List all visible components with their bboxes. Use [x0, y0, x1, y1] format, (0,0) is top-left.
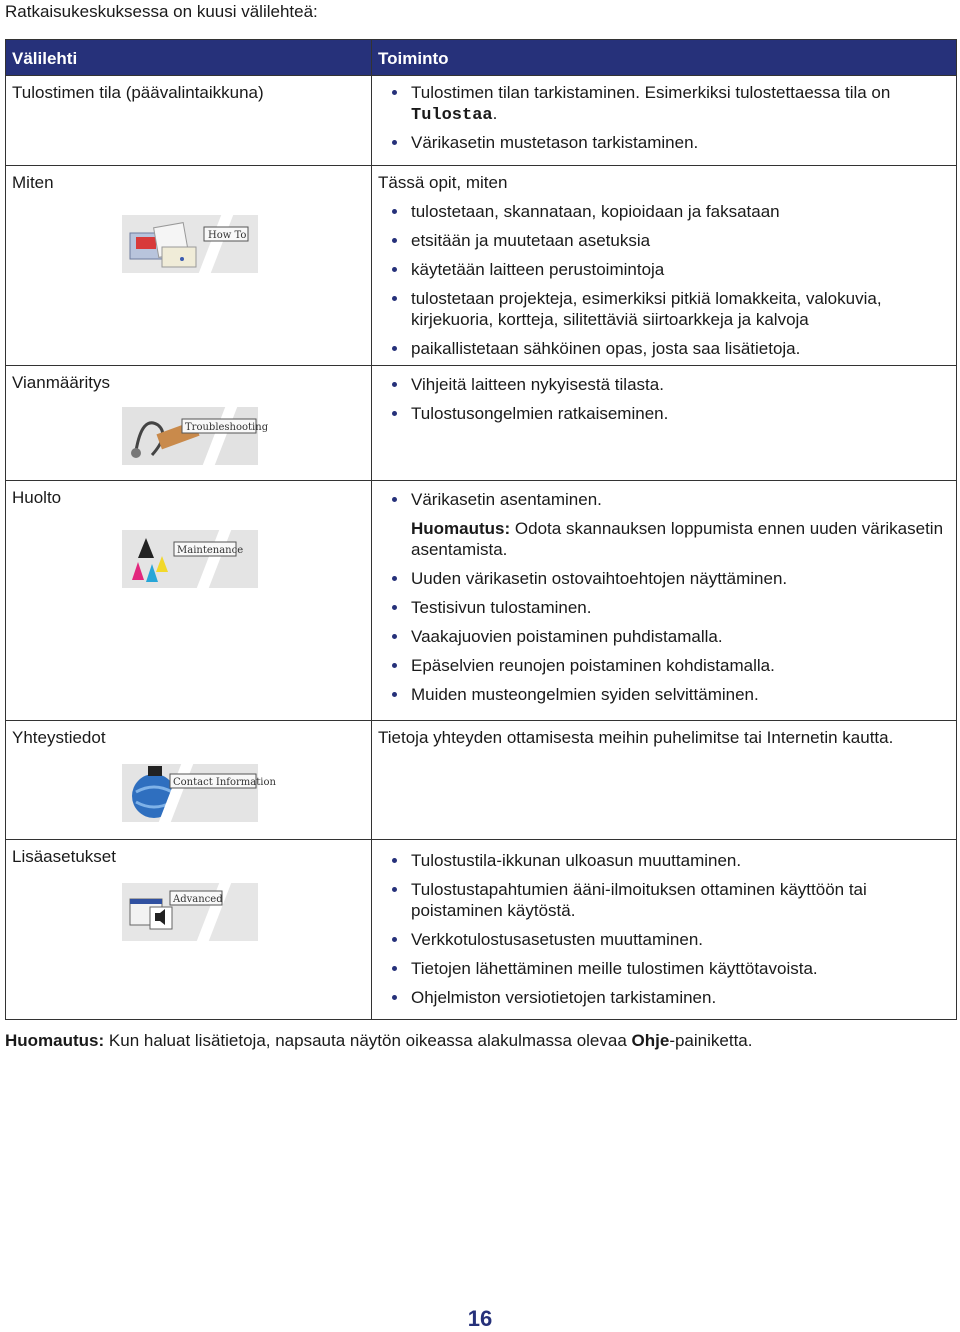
list-item: Vihjeitä laitteen nykyisestä tilasta. [378, 374, 950, 395]
function-list [378, 568, 950, 705]
contact-image-label: Contact Information [173, 777, 276, 788]
list-item: Verkkotulostusasetusten muuttaminen. [378, 929, 950, 950]
list-item: käytetään laitteen perustoimintoja [378, 259, 950, 280]
function-list [378, 201, 950, 359]
contact-tab-image [122, 762, 276, 824]
tab-cell [6, 76, 372, 166]
help-button-name: Ohje [631, 1031, 670, 1050]
note-text: Odota skannauksen loppumista ennen uuden värikasetin asentamista. [411, 519, 944, 559]
function-cell [372, 721, 957, 840]
tab-cell [6, 721, 372, 840]
tab-name-howto: Miten [12, 173, 54, 192]
tab-name-advanced: Lisäasetukset [12, 847, 116, 866]
header-tab: Välilehti [6, 40, 372, 76]
footer-note-text-end: -painiketta. [669, 1031, 753, 1050]
table-row [6, 166, 957, 366]
tab-cell [6, 840, 372, 1020]
maintenance-image-label: Maintenance [177, 545, 244, 556]
header-function: Toiminto [372, 40, 957, 76]
function-list [378, 850, 950, 1008]
list-item: Tulostimen tilan tarkistaminen. Esimerkiksi tulostettaessa tila on Tulostaa. [378, 82, 950, 126]
tab-cell [6, 166, 372, 366]
list-item: tulostetaan projekteja, esimerkiksi pitkiä lomakkeita, valokuvia, kirjekuoria, kortteja, silitettäviä siirtoarkkeja ja kalvoja [378, 288, 950, 330]
list-item: etsitään ja muutetaan asetuksia [378, 230, 950, 251]
status-value: Tulostaa [411, 106, 493, 125]
list-item: Värikasetin mustetason tarkistaminen. [378, 132, 950, 153]
tab-name-status: Tulostimen tila (päävalintaikkuna) [12, 83, 264, 102]
table-row [6, 721, 957, 840]
note-label: Huomautus: [411, 519, 511, 538]
table-header-row [6, 40, 957, 76]
function-cell [372, 366, 957, 481]
function-list [378, 489, 950, 510]
list-item: Uuden värikasetin ostovaihtoehtojen näyttäminen. [378, 568, 950, 589]
troubleshooting-tab-image [122, 405, 269, 467]
footer-note-label: Huomautus: [5, 1031, 105, 1050]
list-item: Värikasetin asentaminen. [378, 489, 950, 510]
function-cell [372, 76, 957, 166]
list-item: Tulostustapahtumien ääni-ilmoituksen ottaminen käyttöön tai poistaminen käytöstä. [378, 879, 950, 921]
contact-text: Tietoja yhteyden ottamisesta meihin puhelimitse tai Internetin kautta. [378, 728, 894, 747]
list-item: Epäselvien reunojen poistaminen kohdistamalla. [378, 655, 950, 676]
tab-name-contact: Yhteystiedot [12, 728, 106, 747]
intro-text: Ratkaisukeskuksessa on kuusi välilehteä: [5, 2, 318, 21]
list-item: Tulostusongelmien ratkaiseminen. [378, 403, 950, 424]
maintenance-tab-image [122, 528, 258, 590]
list-item: Muiden musteongelmien syiden selvittäminen. [378, 684, 950, 705]
howto-tab-image [122, 213, 258, 275]
function-cell [372, 840, 957, 1020]
tabs-table [5, 39, 957, 1020]
howto-lead: Tässä opit, miten [378, 173, 508, 192]
list-item: Tietojen lähettäminen meille tulostimen käyttötavoista. [378, 958, 950, 979]
list-item: Ohjelmiston versiotietojen tarkistaminen. [378, 987, 950, 1008]
table-row [6, 840, 957, 1020]
list-item: Vaakajuovien poistaminen puhdistamalla. [378, 626, 950, 647]
maintenance-note [378, 518, 950, 560]
footer-note-text: Kun haluat lisätietoja, napsauta näytön oikeassa alakulmassa olevaa [104, 1031, 632, 1050]
advanced-image-label: Advanced [173, 894, 223, 905]
tab-name-troubleshooting: Vianmääritys [12, 373, 110, 392]
function-cell [372, 166, 957, 366]
table-row [6, 76, 957, 166]
troubleshooting-image-label: Troubleshooting [185, 422, 269, 433]
table-row [6, 366, 957, 481]
table-row [6, 481, 957, 721]
page-number: 16 [467, 1306, 493, 1331]
footer-note [5, 1031, 752, 1051]
function-list [378, 374, 950, 424]
function-list [378, 82, 950, 153]
howto-image-label: How To [208, 230, 247, 241]
advanced-tab-image [122, 881, 258, 943]
list-item: Testisivun tulostaminen. [378, 597, 950, 618]
function-cell [372, 481, 957, 721]
tab-cell [6, 481, 372, 721]
list-item: tulostetaan, skannataan, kopioidaan ja faksataan [378, 201, 950, 222]
list-item: Tulostustila-ikkunan ulkoasun muuttaminen. [378, 850, 950, 871]
tab-name-maintenance: Huolto [12, 488, 62, 507]
list-item: paikallistetaan sähköinen opas, josta saa lisätietoja. [378, 338, 950, 359]
tab-cell [6, 366, 372, 481]
